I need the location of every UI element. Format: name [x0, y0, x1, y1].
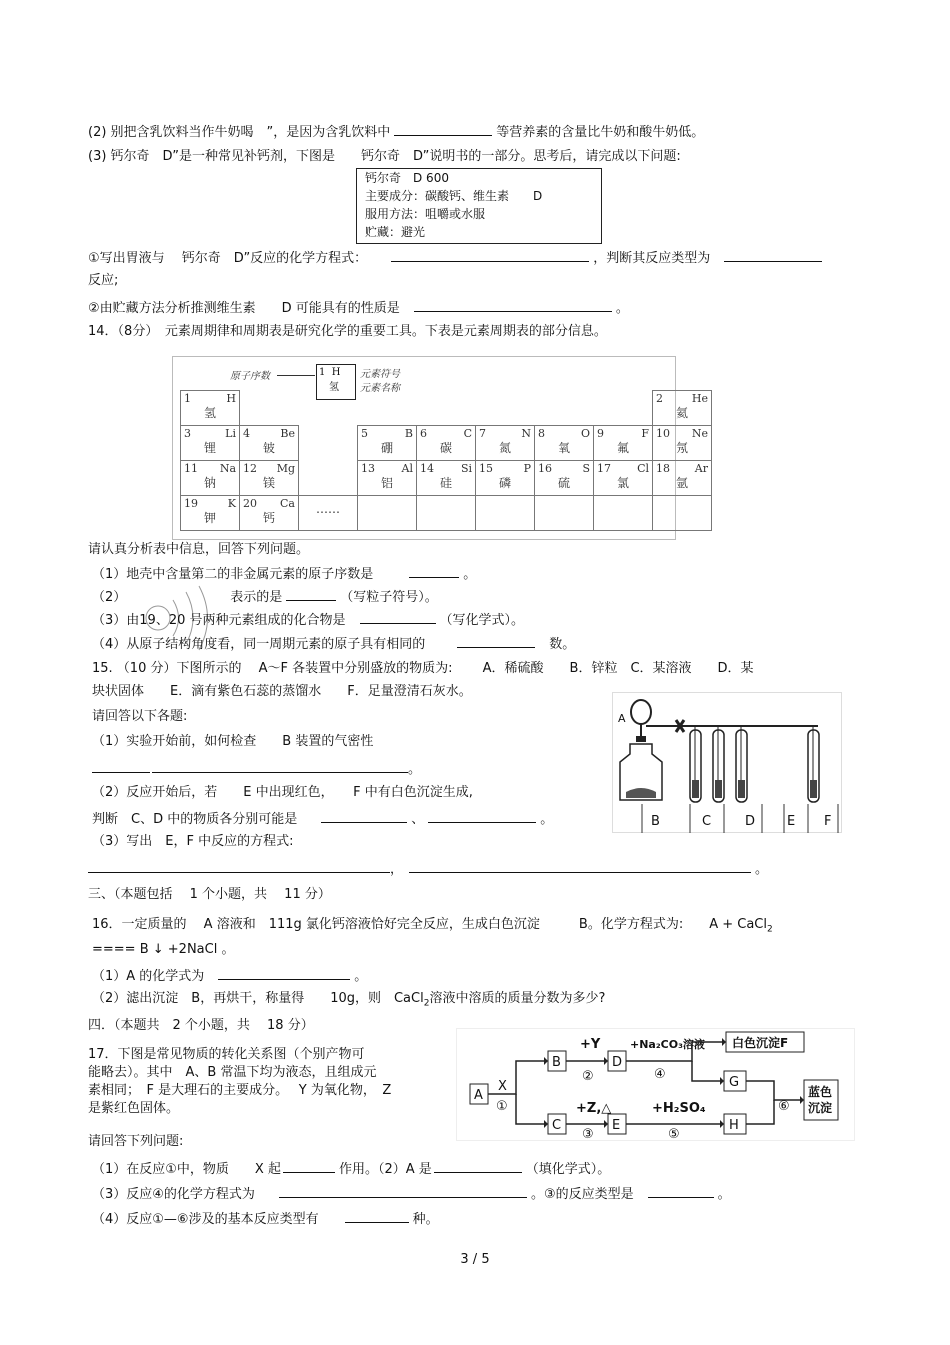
q15-line6: （2）反应开始后，若 E 中出现红色， F 中有白色沉淀生成, [92, 785, 473, 800]
q15-line8: （3）写出 E，F 中反应的方程式: [92, 834, 294, 849]
element-cell: 7 N 氮 [476, 426, 535, 461]
label-line: 服用方法：咀嚼或水服 [365, 207, 486, 221]
flow-label-3: ③ [582, 1127, 594, 1142]
element-cell: 3 Li 锂 [181, 426, 240, 461]
empty-cell [476, 496, 535, 531]
periodic-table [180, 390, 712, 531]
element-cell: 17 Cl 氯 [594, 461, 653, 496]
apparatus-label-b: B [651, 814, 660, 829]
element-cell: 16 S 硫 [535, 461, 594, 496]
answer-blank[interactable] [428, 808, 536, 823]
element-cell: 14 Si 硅 [417, 461, 476, 496]
q15-line4: （1）实验开始前，如何检查 B 装置的气密性 [92, 734, 374, 749]
q17-ask: 请回答下列问题: [88, 1134, 184, 1149]
q14-sub2: （2） 表示的是 （写粒子符号）。 [92, 586, 438, 606]
flow-node-f: 白色沉淀F [732, 1036, 789, 1050]
q16-sub2: （2）滤出沉淀 B，再烘干，称量得 10g，则 CaCl$_2$溶液中溶质的质量分数为多少? [92, 991, 606, 1009]
apparatus-label-d: D [745, 814, 756, 829]
apparatus-label-e: E [787, 814, 796, 829]
apparatus-figure [612, 692, 844, 834]
answer-blank[interactable] [394, 121, 492, 136]
legend-cell: 1 H 氢 [316, 364, 356, 400]
page-number: 3 / 5 [460, 1252, 490, 1267]
element-cell: 19 K 钾 [181, 496, 240, 531]
q17-sub3: （3）反应④的化学方程式为 。③的反应类型是 。 [92, 1183, 731, 1203]
q16-sub1: （1）A 的化学式为 。 [92, 965, 367, 985]
flow-label-na2co3: +Na₂CO₃溶液 [630, 1038, 705, 1051]
answer-blank[interactable] [648, 1183, 714, 1198]
element-cell: 8 O 氧 [535, 426, 594, 461]
answer-blank[interactable] [457, 633, 535, 648]
q14-sub3: （3）由19、20 号两种元素组成的化合物是 （写化学式）。 [92, 609, 524, 629]
flow-node-c: C [552, 1118, 562, 1133]
empty-cell [358, 496, 417, 531]
answer-blank[interactable] [88, 858, 390, 873]
element-cell: 5 B 硼 [358, 426, 417, 461]
element-cell: 2 He 氦 [653, 391, 712, 426]
flow-label-y: +Y [580, 1037, 601, 1052]
answer-blank[interactable] [218, 965, 350, 980]
calcium-label-box [356, 168, 602, 244]
answer-blank[interactable] [321, 808, 407, 823]
flow-label-5: ⑤ [668, 1127, 680, 1142]
answer-blank[interactable] [152, 758, 408, 773]
element-cell: 4 Be 铍 [240, 426, 299, 461]
empty-cell [535, 496, 594, 531]
ellipsis-cell: …… [299, 496, 358, 531]
q15-line3: 请回答以下各题: [92, 709, 188, 724]
flow-node-h: H [729, 1118, 739, 1133]
label-line: 贮藏：避光 [365, 225, 426, 239]
q13-sub2: ②由贮藏方法分析推测维生素 D 可能具有的性质是 。 [88, 297, 629, 317]
answer-blank[interactable] [286, 586, 336, 601]
q15-line9: ， 。 [88, 858, 768, 878]
flow-diagram [456, 1028, 856, 1142]
label-line: 主要成分：碳酸钙、维生素 D [365, 189, 543, 203]
answer-blank[interactable] [283, 1158, 335, 1173]
element-cell: 9 F 氟 [594, 426, 653, 461]
q16-line1: 16．一定质量的 A 溶液和 111g 氯化钙溶液恰好完全反应，生成白色沉淀 B。化学方程式为: A + CaCl$_2$ [92, 917, 773, 935]
element-cell: 18 Ar 氩 [653, 461, 712, 496]
q17-line4: 是紫红色固体。 [88, 1101, 180, 1116]
q16-line2: ==== B ↓ +2NaCl 。 [92, 942, 235, 957]
q15-line7: 判断 C、D 中的物质各分别可能是 、 。 [92, 808, 553, 828]
label-line: 钙尔奇 D 600 [365, 171, 449, 185]
section3-heading: 三、（本题包括 1 个小题，共 11 分） [88, 887, 331, 902]
flow-label-1: ① [496, 1099, 508, 1114]
flow-node-blue-line2: 沉淀 [808, 1101, 833, 1115]
q14-intro: 请认真分析表中信息，回答下列问题。 [88, 542, 310, 557]
q17-line1: 17．下图是常见物质的转化关系图（个别产物可 [88, 1047, 365, 1062]
q17-sub1: （1）在反应①中，物质 X 起 作用。（2）A 是 （填化学式）。 [92, 1158, 610, 1178]
q17-sub4: （4）反应①—⑥涉及的基本反应类型有 种。 [92, 1208, 439, 1228]
apparatus-label-f: F [824, 814, 832, 829]
element-cell: 13 Al 铝 [358, 461, 417, 496]
flow-label-2: ② [582, 1069, 594, 1084]
answer-blank[interactable] [279, 1183, 527, 1198]
flow-label-h2so4: +H₂SO₄ [652, 1101, 706, 1116]
element-cell: 12 Mg 镁 [240, 461, 299, 496]
q13-line2: (2) 别把含乳饮料当作牛奶喝 ”，是因为含乳饮料中 等营养素的含量比牛奶和酸牛奶低。 [88, 121, 704, 141]
empty-cell [594, 496, 653, 531]
answer-blank[interactable] [409, 563, 459, 578]
answer-blank[interactable] [434, 1158, 522, 1173]
q17-line3: 素相同； F 是大理石的主要成分。 Y 为氧化物， Z [88, 1083, 392, 1098]
flow-label-4: ④ [654, 1067, 666, 1082]
legend-atomic-number: 原子序数 [230, 371, 270, 382]
answer-blank[interactable] [724, 247, 822, 262]
section4-heading: 四．（本题共 2 个小题，共 18 分） [88, 1018, 314, 1033]
element-cell: 6 C 碳 [417, 426, 476, 461]
answer-blank[interactable] [345, 1208, 409, 1223]
flow-label-6: ⑥ [778, 1099, 790, 1114]
q15-line1: 15. （10 分）下图所示的 A～F 各装置中分别盛放的物质为: A．稀硫酸 B．锌粒 C．某溶液 D．某 [92, 661, 754, 676]
flow-node-d: D [612, 1055, 623, 1070]
legend-line [277, 375, 315, 376]
flow-label-z: +Z,△ [576, 1101, 612, 1116]
flow-node-e: E [612, 1118, 621, 1133]
q13-sub1-end: 反应; [88, 273, 119, 288]
answer-blank[interactable] [360, 609, 436, 624]
flow-node-a: A [474, 1088, 483, 1103]
q14-sub4: （4）从原子结构角度看，同一周期元素的原子具有相同的 数。 [92, 633, 575, 653]
answer-blank[interactable] [409, 858, 751, 873]
empty-cell [653, 496, 712, 531]
q14-sub1: （1）地壳中含量第二的非金属元素的原子序数是 。 [92, 563, 476, 583]
q13-sub1: ①写出胃液与 钙尔奇 D”反应的化学方程式： ，判断其反应类型为 [88, 247, 826, 267]
flow-node-b: B [552, 1055, 561, 1070]
legend-symbol: 元素符号 [360, 369, 400, 380]
element-cell: 10 Ne 氖 [653, 426, 712, 461]
answer-blank[interactable] [92, 758, 150, 773]
flow-node-blue-line1: 蓝色 [808, 1085, 833, 1099]
answer-blank[interactable] [391, 247, 589, 262]
q13-line3: (3) 钙尔奇 D”是一种常见补钙剂，下图是 钙尔奇 D”说明书的一部分。思考后，请完成以下问题: [88, 149, 681, 164]
apparatus-label-c: C [702, 814, 712, 829]
element-cell: 11 Na 钠 [181, 461, 240, 496]
empty-cell [417, 496, 476, 531]
flow-label-x: X [498, 1079, 507, 1094]
q14-title: 14．（8分） 元素周期律和周期表是研究化学的重要工具。下表是元素周期表的部分信息。 [88, 324, 607, 339]
q17-line2: 能略去）。其中 A、B 常温下均为液态，且组成元 [88, 1065, 377, 1080]
q15-line2: 块状固体 E．滴有紫色石蕊的蒸馏水 F．足量澄清石灰水。 [92, 684, 472, 699]
element-cell: 1 H 氢 [181, 391, 240, 426]
answer-blank[interactable] [414, 297, 612, 312]
legend-name: 元素名称 [360, 383, 400, 394]
q15-line5: 。 [92, 758, 421, 778]
element-cell: 15 P 磷 [476, 461, 535, 496]
flow-node-g: G [729, 1075, 740, 1090]
apparatus-label-a: A [618, 712, 626, 725]
element-cell: 20 Ca 钙 [240, 496, 299, 531]
